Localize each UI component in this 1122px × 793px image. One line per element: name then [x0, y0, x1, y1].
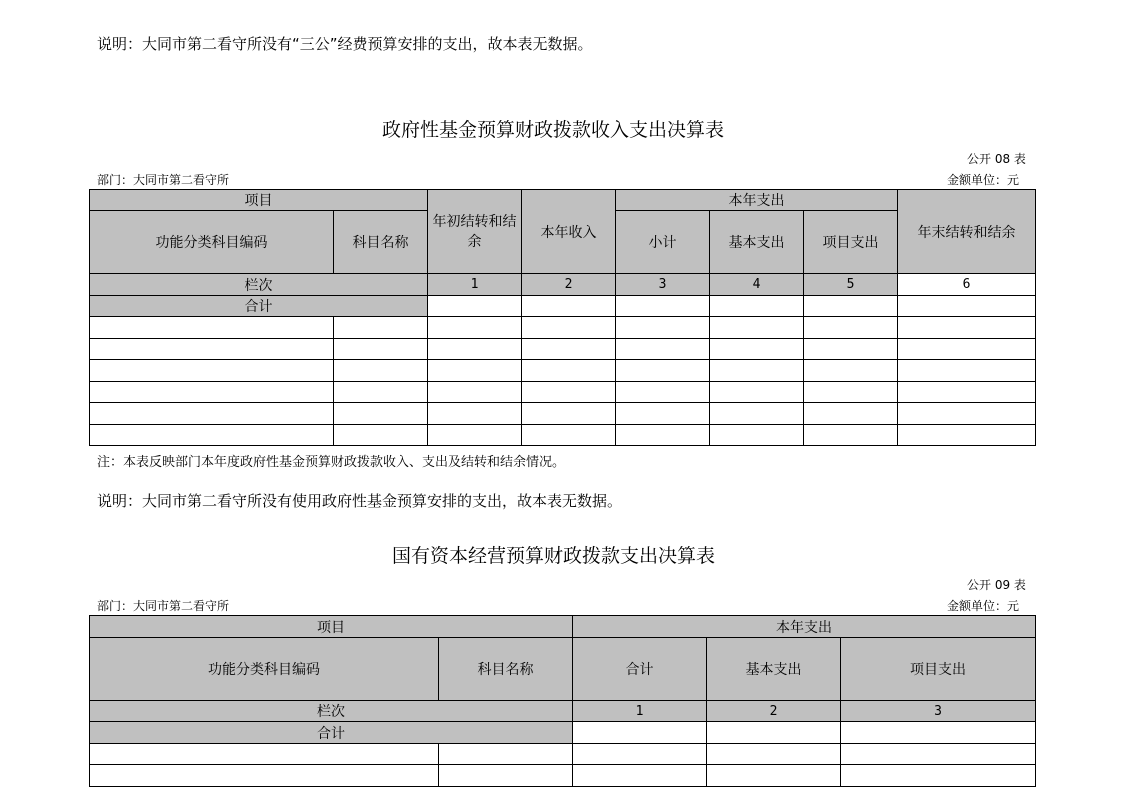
- note-no-gov-fund: 说明：大同市第二看守所没有使用政府性基金预算安排的支出，故本表无数据。: [97, 492, 623, 510]
- t08-header-subject-name: 科目名称: [334, 211, 428, 274]
- table-row: [90, 317, 1036, 339]
- t08-header-project: 项目: [90, 190, 428, 211]
- t08-total-cell: [898, 296, 1036, 317]
- t08-total-cell: [522, 296, 616, 317]
- t09-col-num: 2: [707, 701, 841, 722]
- t08-column-no-label: 栏次: [90, 274, 428, 296]
- table-row: [90, 339, 1036, 360]
- table09: [89, 615, 1036, 787]
- t08-total-label: 合计: [90, 296, 428, 317]
- table08-footnote: 注：本表反映部门本年度政府性基金预算财政拨款收入、支出及结转和结余情况。: [97, 455, 566, 470]
- t09-total-cell: [573, 722, 707, 744]
- table09-title: 国有资本经营预算财政拨款支出决算表: [392, 545, 716, 567]
- t09-header-total-col: 合计: [573, 638, 707, 701]
- t08-total-cell: [710, 296, 804, 317]
- t09-total-label: 合计: [90, 722, 573, 744]
- table08-code: 公开 08 表: [967, 152, 1026, 166]
- t08-col-num: 5: [804, 274, 898, 296]
- table09-dept: 部门：大同市第二看守所: [97, 599, 230, 613]
- t09-total-cell: [707, 722, 841, 744]
- table09-unit: 金额单位：元: [947, 599, 1020, 613]
- table08-title: 政府性基金预算财政拨款收入支出决算表: [382, 119, 725, 141]
- table08-dept: 部门：大同市第二看守所: [97, 173, 230, 187]
- table09-code: 公开 09 表: [967, 578, 1026, 592]
- table-row: [90, 425, 1036, 446]
- t09-header-project-exp: 项目支出: [841, 638, 1036, 701]
- note-no-three-public: 说明：大同市第二看守所没有“三公”经费预算安排的支出，故本表无数据。: [97, 35, 593, 53]
- t08-col-num: 3: [616, 274, 710, 296]
- t08-total-cell: [804, 296, 898, 317]
- table-row: [90, 360, 1036, 382]
- t08-col-num: 4: [710, 274, 804, 296]
- t08-header-subtotal: 小计: [616, 211, 710, 274]
- table-row: [90, 403, 1036, 425]
- t09-header-subject-name: 科目名称: [439, 638, 573, 701]
- t08-header-basic: 基本支出: [710, 211, 804, 274]
- t09-header-expense-group: 本年支出: [573, 616, 1036, 638]
- t08-col-num: 6: [898, 274, 1036, 296]
- table-row: [90, 765, 1036, 787]
- t08-header-income: 本年收入: [522, 190, 616, 274]
- t08-col-num: 1: [428, 274, 522, 296]
- t08-header-begin-balance: 年初结转和结余: [428, 190, 522, 274]
- t08-total-cell: [428, 296, 522, 317]
- t08-header-func-code: 功能分类科目编码: [90, 211, 334, 274]
- t09-header-func-code: 功能分类科目编码: [90, 638, 439, 701]
- table08-unit: 金额单位：元: [947, 173, 1020, 187]
- t09-total-cell: [841, 722, 1036, 744]
- t08-header-project-exp: 项目支出: [804, 211, 898, 274]
- t09-header-project: 项目: [90, 616, 573, 638]
- t08-header-end-balance: 年末结转和结余: [898, 190, 1036, 274]
- t08-col-num: 2: [522, 274, 616, 296]
- table-row: [90, 382, 1036, 403]
- t09-col-num: 3: [841, 701, 1036, 722]
- t08-total-cell: [616, 296, 710, 317]
- t08-header-expense-group: 本年支出: [616, 190, 898, 211]
- t09-column-no-label: 栏次: [90, 701, 573, 722]
- t09-header-basic: 基本支出: [707, 638, 841, 701]
- table-row: [90, 744, 1036, 765]
- table08: [89, 189, 1036, 446]
- t09-col-num: 1: [573, 701, 707, 722]
